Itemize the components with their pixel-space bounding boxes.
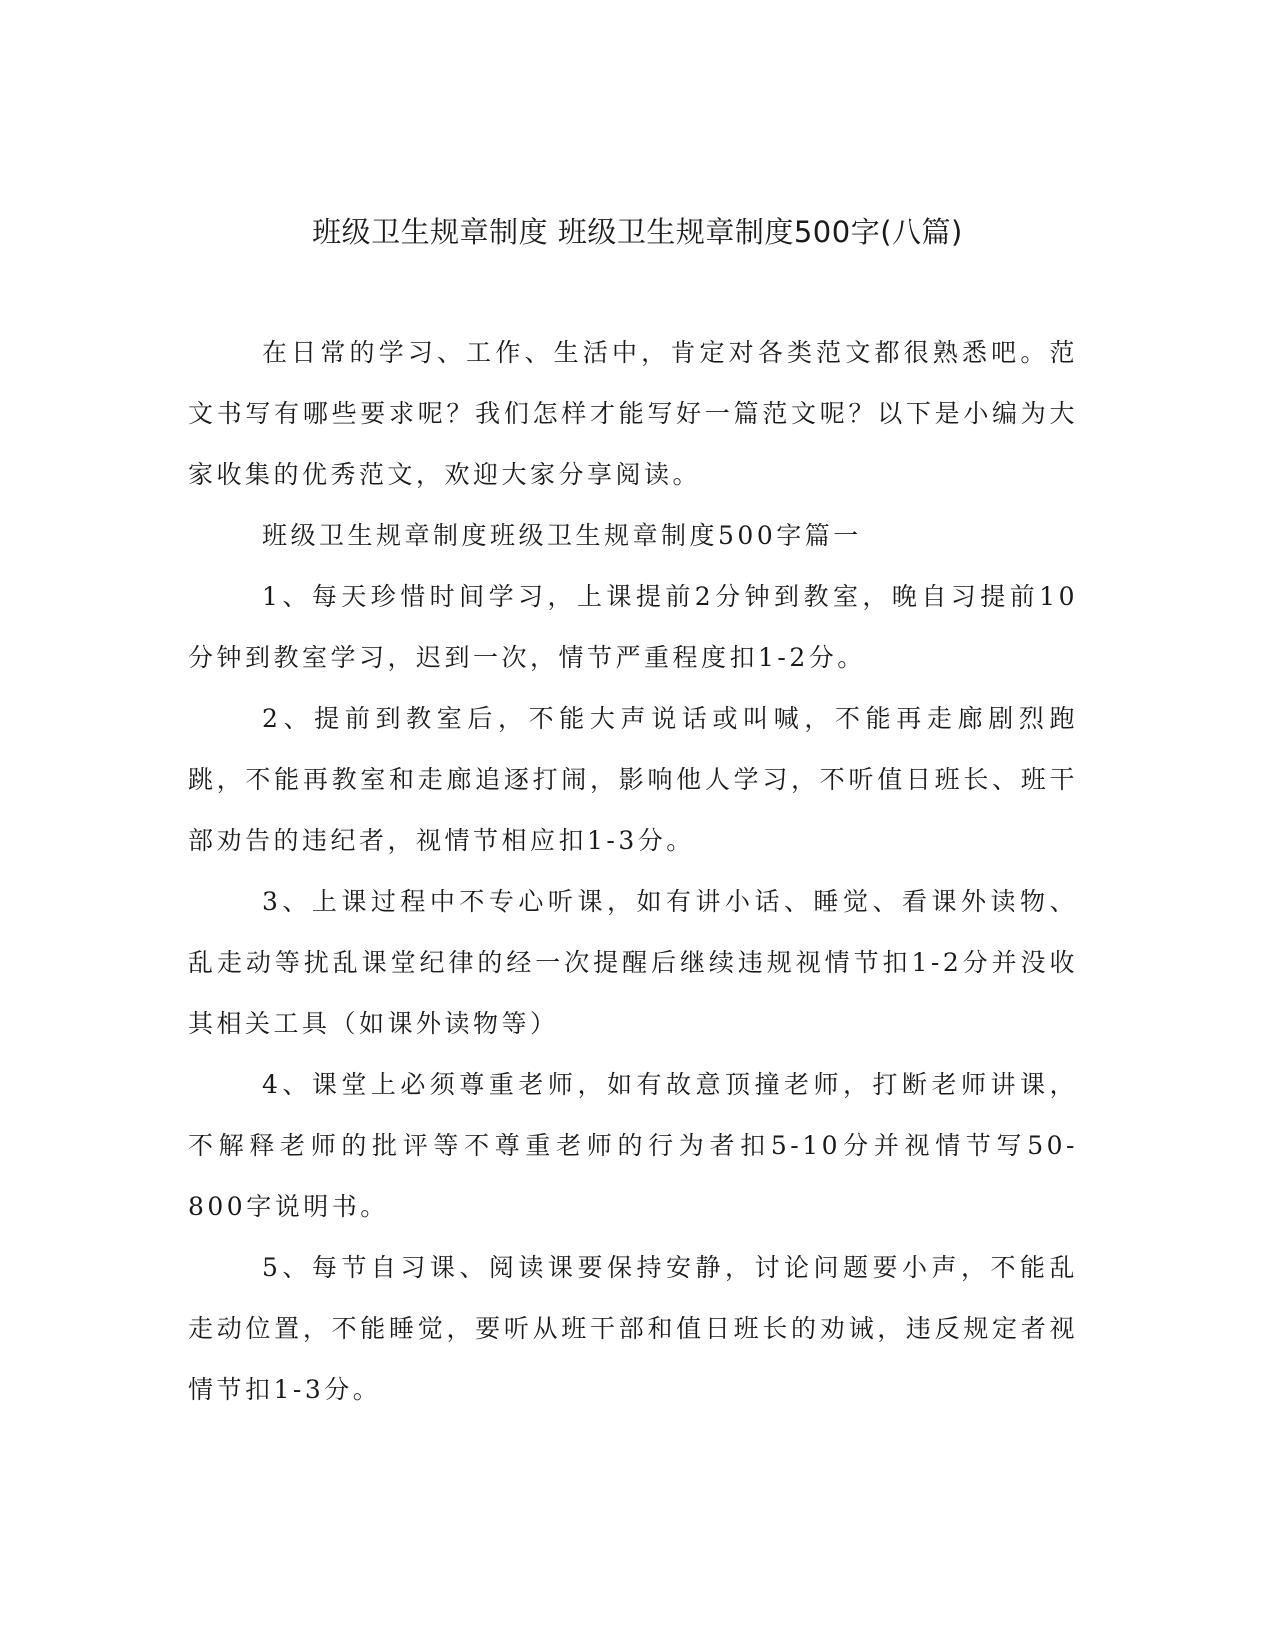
rule-paragraph-4: 4、课堂上必须尊重老师，如有故意顶撞老师，打断老师讲课，不解释老师的批评等不尊重老师的行为者扣5-10分并视情节写50-800字说明书。	[188, 1070, 1078, 1221]
rule-paragraph-2: 2、提前到教室后，不能大声说话或叫喊，不能再走廊剧烈跑跳，不能再教室和走廊追逐打闹，影响他人学习，不听值日班长、班干部劝告的违纪者，视情节相应扣1-3分。	[188, 704, 1078, 855]
rule-paragraph-3: 3、上课过程中不专心听课，如有讲小话、睡觉、看课外读物、乱走动等扰乱课堂纪律的经一次提醒后继续违规视情节扣1-2分并没收其相关工具（如课外读物等）	[188, 887, 1078, 1038]
document-title: 班级卫生规章制度 班级卫生规章制度500字(八篇)	[312, 215, 963, 249]
intro-paragraph: 在日常的学习、工作、生活中，肯定对各类范文都很熟悉吧。范文书写有哪些要求呢？我们怎样才能写好一篇范文呢？以下是小编为大家收集的优秀范文，欢迎大家分享阅读。	[188, 338, 1078, 489]
rule-paragraph-1: 1、每天珍惜时间学习，上课提前2分钟到教室，晚自习提前10分钟到教室学习，迟到一次，情节严重程度扣1-2分。	[188, 582, 1078, 672]
rule-paragraph-5: 5、每节自习课、阅读课要保持安静，讨论问题要小声，不能乱走动位置，不能睡觉，要听从班干部和值日班长的劝诫，违反规定者视情节扣1-3分。	[188, 1253, 1078, 1404]
section-heading: 班级卫生规章制度班级卫生规章制度500字篇一	[262, 521, 862, 550]
document-body	[188, 322, 1078, 1420]
